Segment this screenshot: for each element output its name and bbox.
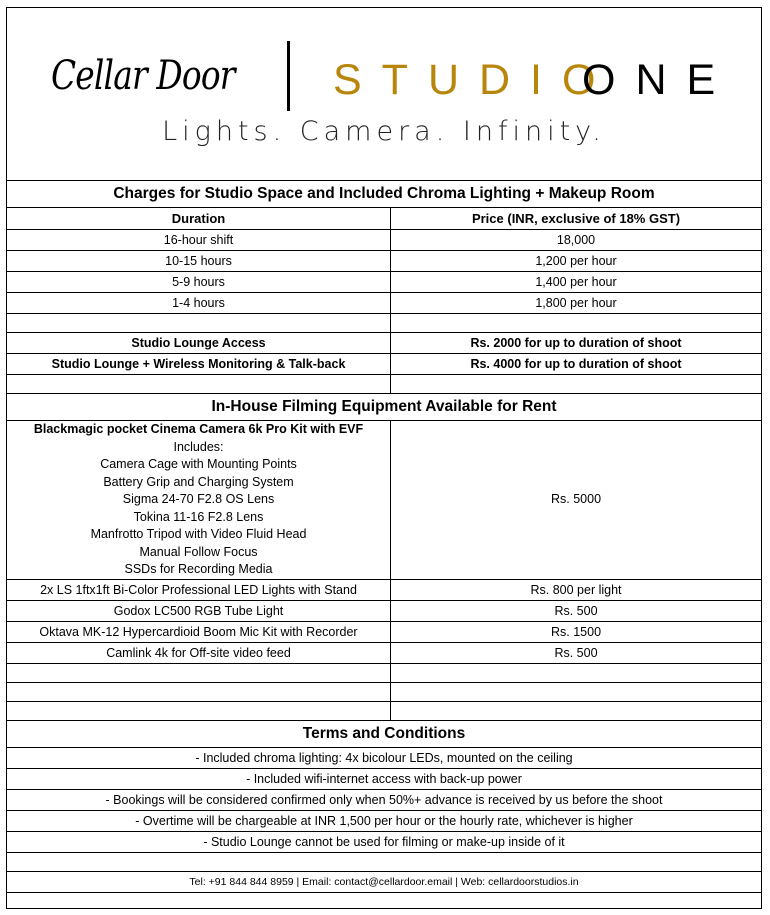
empty-row (7, 375, 762, 394)
rate-card (6, 7, 762, 909)
terms-item: - Overtime will be chargeable at INR 1,500 per hour or the hourly rate, whichever is higher (7, 811, 762, 832)
table-row (7, 622, 762, 643)
kit-item: Sigma 24-70 F2.8 OS Lens (122, 492, 275, 507)
price-cell: 1,200 per hour (391, 251, 762, 272)
table-row (7, 272, 762, 293)
pricing-table (6, 180, 762, 893)
table-row (7, 333, 762, 354)
kit-item: Camera Cage with Mounting Points (100, 457, 297, 472)
camera-kit-name: Blackmagic pocket Cinema Camera 6k Pro Kit with EVF (33, 422, 364, 437)
empty-row (7, 314, 762, 333)
lounge-label: Studio Lounge Access (7, 333, 391, 354)
table-row (7, 293, 762, 314)
contact-info: Tel: +91 844 844 8959 | Email: contact@cellardoor.email | Web: cellardoorstudios.in (7, 872, 762, 893)
header (7, 8, 761, 180)
footer-row (7, 872, 762, 893)
table-row (7, 354, 762, 375)
empty-row (7, 683, 762, 702)
cellar-door-logo: Cellar Door (51, 53, 235, 99)
lounge-label: Studio Lounge + Wireless Monitoring & Talk-back (7, 354, 391, 375)
price-cell: 18,000 (391, 230, 762, 251)
equipment-price: Rs. 1500 (391, 622, 762, 643)
camera-kit-price: Rs. 5000 (391, 421, 762, 580)
terms-item: - Included chroma lighting: 4x bicolour LEDs, mounted on the ceiling (7, 748, 762, 769)
studio-logo-text: STUDIO (333, 56, 616, 104)
table-row (7, 643, 762, 664)
duration-header: Duration (7, 208, 391, 230)
terms-row (7, 748, 762, 769)
equipment-price: Rs. 500 (391, 643, 762, 664)
equipment-item: 2x LS 1ftx1ft Bi-Color Professional LED Lights with Stand (7, 580, 391, 601)
one-logo-text: ONE (582, 56, 736, 104)
kit-item: Tokina 11-16 F2.8 Lens (133, 509, 264, 524)
table-row (7, 251, 762, 272)
studio-charges-title: Charges for Studio Space and Included Chroma Lighting + Makeup Room (7, 181, 762, 208)
tagline: Lights. Camera. Infinity. (162, 116, 606, 147)
terms-row (7, 769, 762, 790)
equipment-item: Oktava MK-12 Hypercardioid Boom Mic Kit with Recorder (7, 622, 391, 643)
terms-row (7, 790, 762, 811)
lounge-price: Rs. 2000 for up to duration of shoot (391, 333, 762, 354)
camera-kit-cell (7, 421, 391, 580)
duration-cell: 1-4 hours (7, 293, 391, 314)
table-row (7, 580, 762, 601)
lounge-price: Rs. 4000 for up to duration of shoot (391, 354, 762, 375)
terms-row (7, 832, 762, 853)
equipment-item: Camlink 4k for Off-site video feed (7, 643, 391, 664)
equipment-item: Godox LC500 RGB Tube Light (7, 601, 391, 622)
empty-row (7, 853, 762, 872)
terms-item: - Studio Lounge cannot be used for filming or make-up inside of it (7, 832, 762, 853)
duration-cell: 10-15 hours (7, 251, 391, 272)
kit-item: Manual Follow Focus (139, 544, 258, 559)
duration-cell: 5-9 hours (7, 272, 391, 293)
terms-item: - Bookings will be considered confirmed only when 50%+ advance is received by us before the shoot (7, 790, 762, 811)
logo-divider (287, 41, 290, 111)
equipment-title: In-House Filming Equipment Available for Rent (7, 394, 762, 421)
price-cell: 1,400 per hour (391, 272, 762, 293)
equipment-price: Rs. 500 (391, 601, 762, 622)
includes-label: Includes: (173, 439, 224, 454)
price-header: Price (INR, exclusive of 18% GST) (391, 208, 762, 230)
kit-item: Manfrotto Tripod with Video Fluid Head (90, 527, 307, 542)
equipment-price: Rs. 800 per light (391, 580, 762, 601)
table-row (7, 601, 762, 622)
table-row (7, 421, 762, 580)
kit-item: SSDs for Recording Media (124, 562, 273, 577)
table-row (7, 230, 762, 251)
terms-item: - Included wifi-internet access with back-up power (7, 769, 762, 790)
price-cell: 1,800 per hour (391, 293, 762, 314)
empty-row (7, 702, 762, 721)
empty-row (7, 664, 762, 683)
terms-title: Terms and Conditions (7, 721, 762, 748)
duration-cell: 16-hour shift (7, 230, 391, 251)
kit-item: Battery Grip and Charging System (103, 474, 294, 489)
terms-row (7, 811, 762, 832)
